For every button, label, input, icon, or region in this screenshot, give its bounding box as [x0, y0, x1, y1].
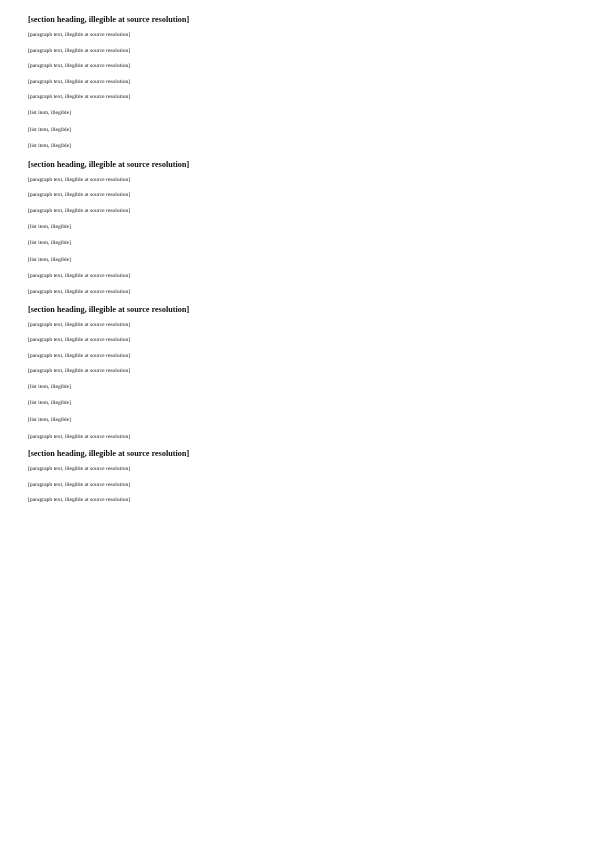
body-paragraph: [paragraph text, illegible at source resolution] — [28, 94, 131, 101]
body-paragraph: [paragraph text, illegible at source resolution] — [28, 321, 131, 328]
document-page — [28, 14, 567, 512]
section-heading: [section heading, illegible at source resolution] — [28, 159, 190, 169]
body-paragraph: [paragraph text, illegible at source resolution] — [28, 273, 131, 280]
body-paragraph: [paragraph text, illegible at source resolution] — [28, 63, 131, 70]
list-item: [list item, illegible] — [28, 383, 72, 390]
list-item: [list item, illegible] — [28, 417, 72, 424]
body-paragraph: [paragraph text, illegible at source resolution] — [28, 176, 131, 183]
body-paragraph: [paragraph text, illegible at source resolution] — [28, 433, 131, 440]
body-paragraph: [paragraph text, illegible at source resolution] — [28, 481, 131, 488]
document-body — [28, 14, 567, 505]
body-paragraph: [paragraph text, illegible at source resolution] — [28, 337, 131, 344]
body-paragraph: [paragraph text, illegible at source resolution] — [28, 32, 131, 38]
list-item: [list item, illegible] — [28, 256, 72, 263]
list-item: [list item, illegible] — [28, 126, 72, 133]
list-item: [list item, illegible] — [28, 109, 72, 116]
body-paragraph: [paragraph text, illegible at source resolution] — [28, 288, 131, 295]
body-paragraph: [paragraph text, illegible at source resolution] — [28, 47, 131, 54]
section-heading: [section heading, illegible at source resolution] — [28, 304, 190, 314]
body-paragraph: [paragraph text, illegible at source resolution] — [28, 78, 131, 85]
body-paragraph: [paragraph text, illegible at source resolution] — [28, 207, 131, 214]
body-paragraph: [paragraph text, illegible at source resolution] — [28, 352, 131, 359]
list-item: [list item, illegible] — [28, 240, 72, 247]
body-paragraph: [paragraph text, illegible at source resolution] — [28, 368, 131, 375]
body-paragraph: [paragraph text, illegible at source resolution] — [28, 497, 131, 504]
body-paragraph: [paragraph text, illegible at source resolution] — [28, 192, 131, 199]
section-heading: [section heading, illegible at source resolution] — [28, 449, 190, 459]
list-item: [list item, illegible] — [28, 143, 72, 150]
section-heading: [section heading, illegible at source resolution] — [28, 15, 190, 24]
body-paragraph: [paragraph text, illegible at source resolution] — [28, 466, 131, 473]
list-item: [list item, illegible] — [28, 400, 72, 407]
list-item: [list item, illegible] — [28, 223, 72, 230]
